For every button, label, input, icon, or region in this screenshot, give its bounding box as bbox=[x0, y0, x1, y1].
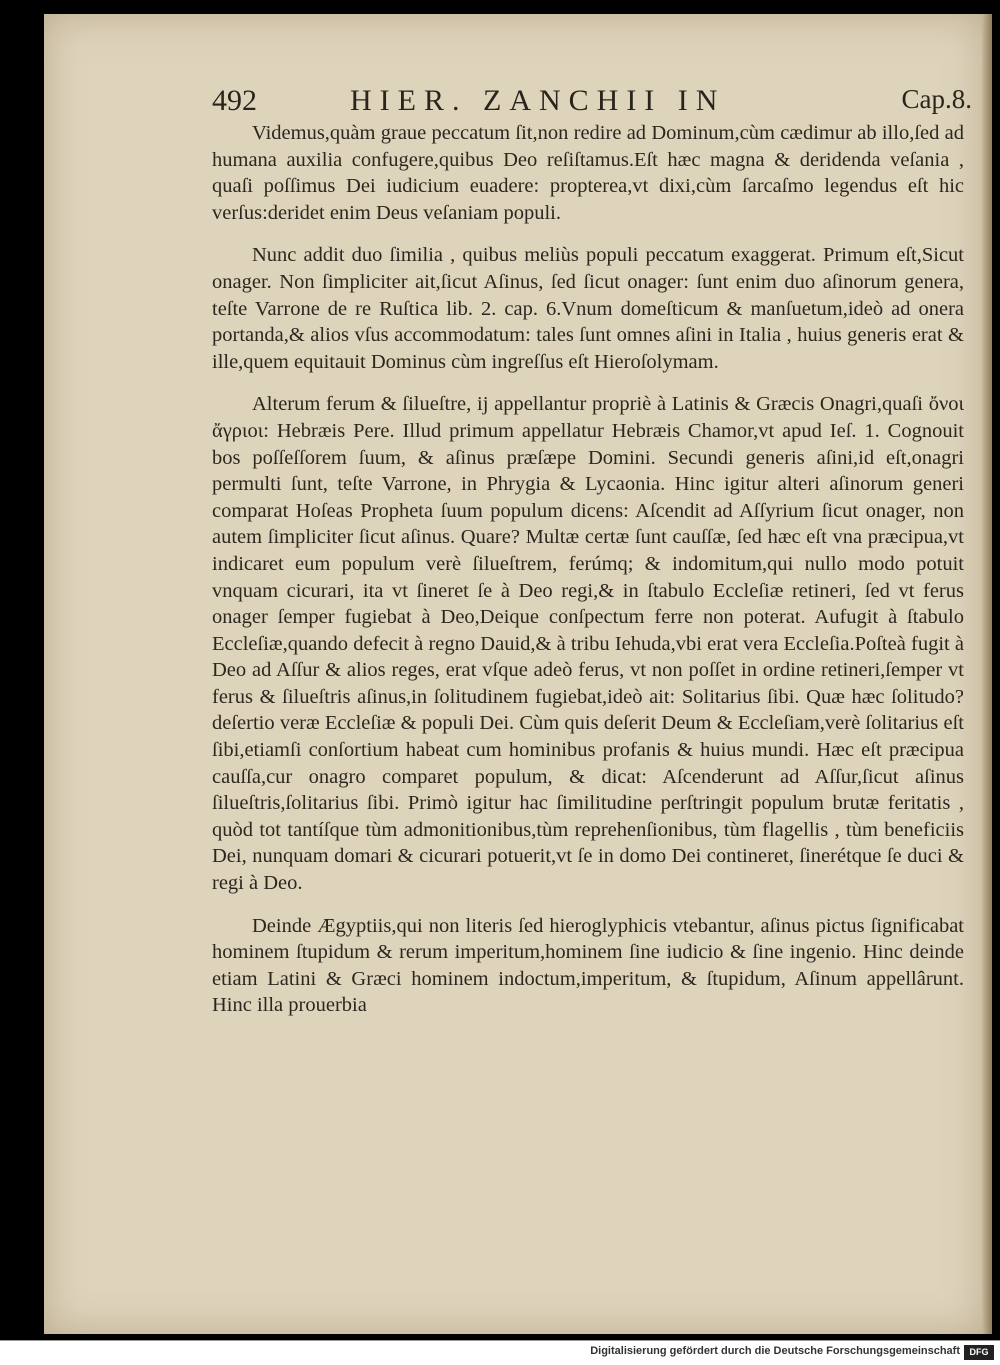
chapter-label: Cap.8. bbox=[901, 84, 972, 114]
dfg-logo-icon: DFG bbox=[964, 1345, 994, 1360]
paragraph-3: Alterum ferum & ſilueſtre, ij appellantur propriè à Latinis & Græcis Onagri,quaſi ὄνοι ἄγριοι: Hebræis Pere. Illud primum appellatur Hebræis Chamor,vt apud Ieſ. 1. Cognouit bos poſſeſſorem ſuum, & aſinus præſæpe Domini. Secundi generis aſini,id eſt,onagri permulti ſunt, teſte Varrone, in Phrygia & Lycaonia. Hinc igitur alteri aſinorum generi comparat Hoſeas Propheta ſuum populum dicens: Aſcendit ad Aſſyrium ſicut onager, non autem ſimpliciter ſicut aſinus. Quare? Multæ certæ ſunt cauſſæ, ſed hæc eſt vna præcipua,vt indicaret eum populum verè ſilueſtrem, ferúmq; & indomitum,qui nullo modo potuit vnquam cicurari, ita vt ſineret ſe à Deo regi,& in ſtabulo Eccleſiæ retineri, ſed vt ferus onager ſemper fugiebat à Deo,Deique conſpectum ferre non poterat. Aufugit à ſtabulo Eccleſiæ,quando defecit à regno Dauid,& à tribu Iehuda,vbi erat vera Eccleſia.Poſteà fugit à Deo ad Aſſur & alios reges, erat vſque adeò ferus, vt non poſſet in ordine retineri,ſemper vt ferus & ſilueſtris aſinus,in ſolitudinem fugiebat,ideò ait: Solitarius ſibi. Quæ hæc ſolitudo? deſertio veræ Eccleſiæ & populi Dei. Cùm quis deſerit Deum & Eccleſiam,verè ſolitarius eſt ſibi,etiamſi conſortium habeat cum hominibus profanis & huius mundi. Hæc eſt præcipua cauſſa,cur onagro comparet populum, & dicat: Aſcenderunt ad Aſſur,ſicut aſinus ſilueſtris,ſolitarius ſibi. Primò igitur hac ſimilitudine perſtringit populum brutæ feritatis , quòd tot tantíſque tùm admonitionibus,tùm reprehenſionibus, tùm flagellis , tùm beneficiis Dei, nunquam domari & cicurari potuerit,vt ſe in domo Dei contineret, ſinerétque ſe duci & regi à Deo. bbox=[212, 393, 964, 895]
digitization-footer bbox=[0, 1340, 1000, 1365]
body-text bbox=[212, 120, 964, 1019]
scan-page bbox=[16, 0, 1000, 1340]
page-number: 492 bbox=[212, 84, 257, 117]
page-edge bbox=[982, 14, 992, 1334]
running-title: HIER. ZANCHII IN bbox=[350, 84, 726, 117]
running-header bbox=[212, 84, 972, 124]
footer-credit: Digitalisierung gefördert durch die Deutsche Forschungsgemeinschaft bbox=[590, 1345, 960, 1357]
paragraph-1: Videmus,quàm graue peccatum ſit,non redire ad Dominum,cùm cædimur ab illo,ſed ad humana auxilia confugere,quibus Deo reſiſtamus.Eſt hæc magna & deridenda veſania , quaſi poſſimus Dei iudicium euadere: propterea,vt dixi,cùm ſarcaſmo legendus eſt hic verſus:deridet enim Deus veſaniam populi. bbox=[212, 122, 964, 224]
paragraph-2: Nunc addit duo ſimilia , quibus meliùs populi peccatum exaggerat. Primum eſt,Sicut onager. Non ſimpliciter ait,ſicut Aſinus, ſed ſicut onager: ſunt enim duo aſinorum genera, teſte Varrone de re Ruſtica lib. 2. cap. 6.Vnum domeſticum & manſuetum,ideò ad onera portanda,& alios vſus accommodatum: tales ſunt omnes aſini in Italia , huius generis erat & ille,quem equitauit Dominus cùm ingreſſus eſt Hieroſolymam. bbox=[212, 244, 964, 373]
paragraph-4: Deinde Ægyptiis,qui non literis ſed hieroglyphicis vtebantur, aſinus pictus ſignificabat hominem ſtupidum & rerum imperitum,hominem ſine iudicio & ſine ingenio. Hinc deinde etiam Latini & Græci hominem indoctum,imperitum, & ſtupidum, Aſinum appellârunt. Hinc illa prouerbia bbox=[212, 914, 964, 1017]
